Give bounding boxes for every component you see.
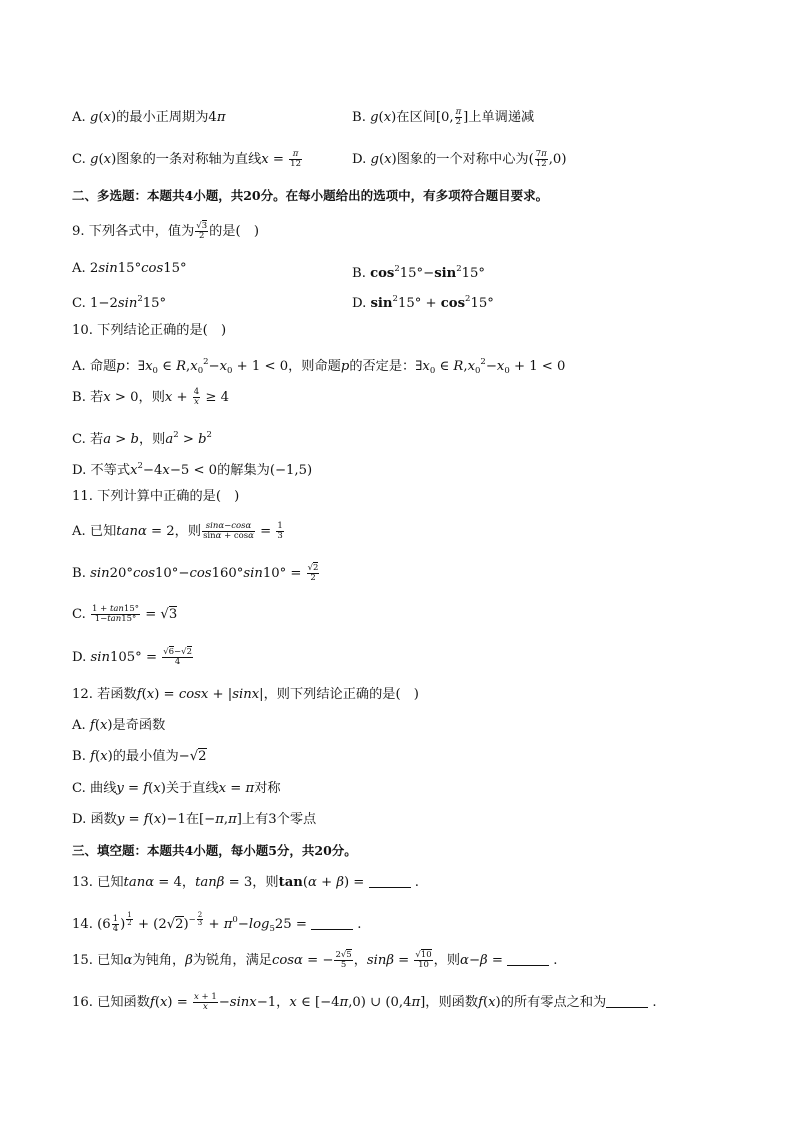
q9-stem: 9. 下列各式中，值为 $\frac{√3}{2}$ 的是( )	[72, 221, 259, 241]
q8-option-c: C. g(x)图象的一条对称轴为直线x = $\frac{\pi}{12}$	[72, 149, 301, 169]
q12-option-c: C. 曲线y = f(x)关于直线x = π对称	[72, 781, 281, 796]
q13: 13. 已知tanα = 4，tanβ = 3，则tan(α + β) = .	[72, 875, 419, 890]
q9-option-c: C. $1-2\sin^215^\circ$	[72, 294, 167, 311]
answer-blank[interactable]	[507, 953, 549, 966]
q16: 16. 已知函数f(x) = $\frac{x + 1}{x}$ −sinx−1，x ∈ [−4π,0) ∪ (0,4π]，则函数f(x)的所有零点之和为 .	[72, 992, 657, 1012]
q11-option-d: D. sin105° = $\frac{√6-√2}{4}$	[72, 647, 192, 667]
q12-option-b: B. f(x)的最小值为−√2	[72, 749, 207, 764]
answer-blank[interactable]	[369, 875, 411, 888]
section-heading-fill-in: 三、填空题：本题共4小题，每小题5分，共20分。	[72, 843, 357, 858]
q11-option-c: C. $\frac{1 + \tan 15^\circ}{1-\tan 15^\circ}$ = √3	[72, 604, 178, 624]
q15: 15. 已知α为钝角，β为锐角，满足cosα = − $\frac{2√5}{5}$ ，sinβ = $\frac{√10}{10}$ ，则α−β = .	[72, 950, 558, 970]
q8-option-d: D. g(x)图象的一个对称中心为( $\frac{7\pi}{12}$ ,0)	[352, 149, 567, 169]
q14: 14. (6 $\frac{1}{4}$ ) $^{\frac{1}{2}}$ + $(2√2)^{- \frac{2}{3}}$ + $\pi^0-\log_525$ = .	[72, 911, 362, 934]
q12-option-a: A. f(x)是奇函数	[72, 718, 166, 733]
answer-blank[interactable]	[606, 995, 648, 1008]
q8-option-a: A. g(x)的最小正周期为4π	[72, 110, 226, 125]
q10-option-b: B. 若x > 0，则x + $\frac{4}{x}$ ≥ 4	[72, 387, 230, 407]
q9-option-b: B. $\cos^215^\circ-\sin^215^\circ$	[352, 264, 486, 281]
q9-option-a: A. 2sin15°cos15°	[72, 261, 187, 276]
q8-option-b: B. g(x)在区间[0, $\frac{\pi}{2}$ ]上单调递减	[352, 107, 535, 127]
answer-blank[interactable]	[311, 917, 353, 930]
q12-stem: 12. 若函数f(x) = cosx + |sinx|，则下列结论正确的是( )	[72, 687, 419, 702]
q10-option-d: D. 不等式$x^2-4x-5 < 0$的解集为(−1,5)	[72, 461, 313, 478]
q11-option-a: A. 已知tanα = 2，则 $\frac{\sin\alpha-\cos\alpha}{\sin\alpha + \cos\alpha}$ = $\frac{1}{3}$	[72, 521, 283, 541]
q10-option-c: C. 若a > b，则$a^2 > b^2$	[72, 430, 212, 447]
q11-stem: 11. 下列计算中正确的是( )	[72, 489, 240, 504]
section-heading-multiple-choice: 二、多选题：本题共4小题，共20分。在每小题给出的选项中，有多项符合题目要求。	[72, 188, 549, 203]
q12-option-d: D. 函数y = f(x)−1在[−π,π]上有3个零点	[72, 812, 317, 827]
q9-option-d: D. $\sin^215^\circ + \cos^215^\circ$	[352, 294, 494, 311]
q11-option-b: B. sin20°cos10°−cos160°sin10° = $\frac{√2}{2}$	[72, 563, 319, 583]
q10-option-a: A. 命题p：$\exists x_0$ ∈ $R,x_0^2-x_0 + 1 < 0$，则命题p的否定是：$\exists x_0$ ∈ $R,x_0^2-x_0 + 1 < 0$	[72, 357, 566, 376]
q10-stem: 10. 下列结论正确的是( )	[72, 323, 227, 338]
